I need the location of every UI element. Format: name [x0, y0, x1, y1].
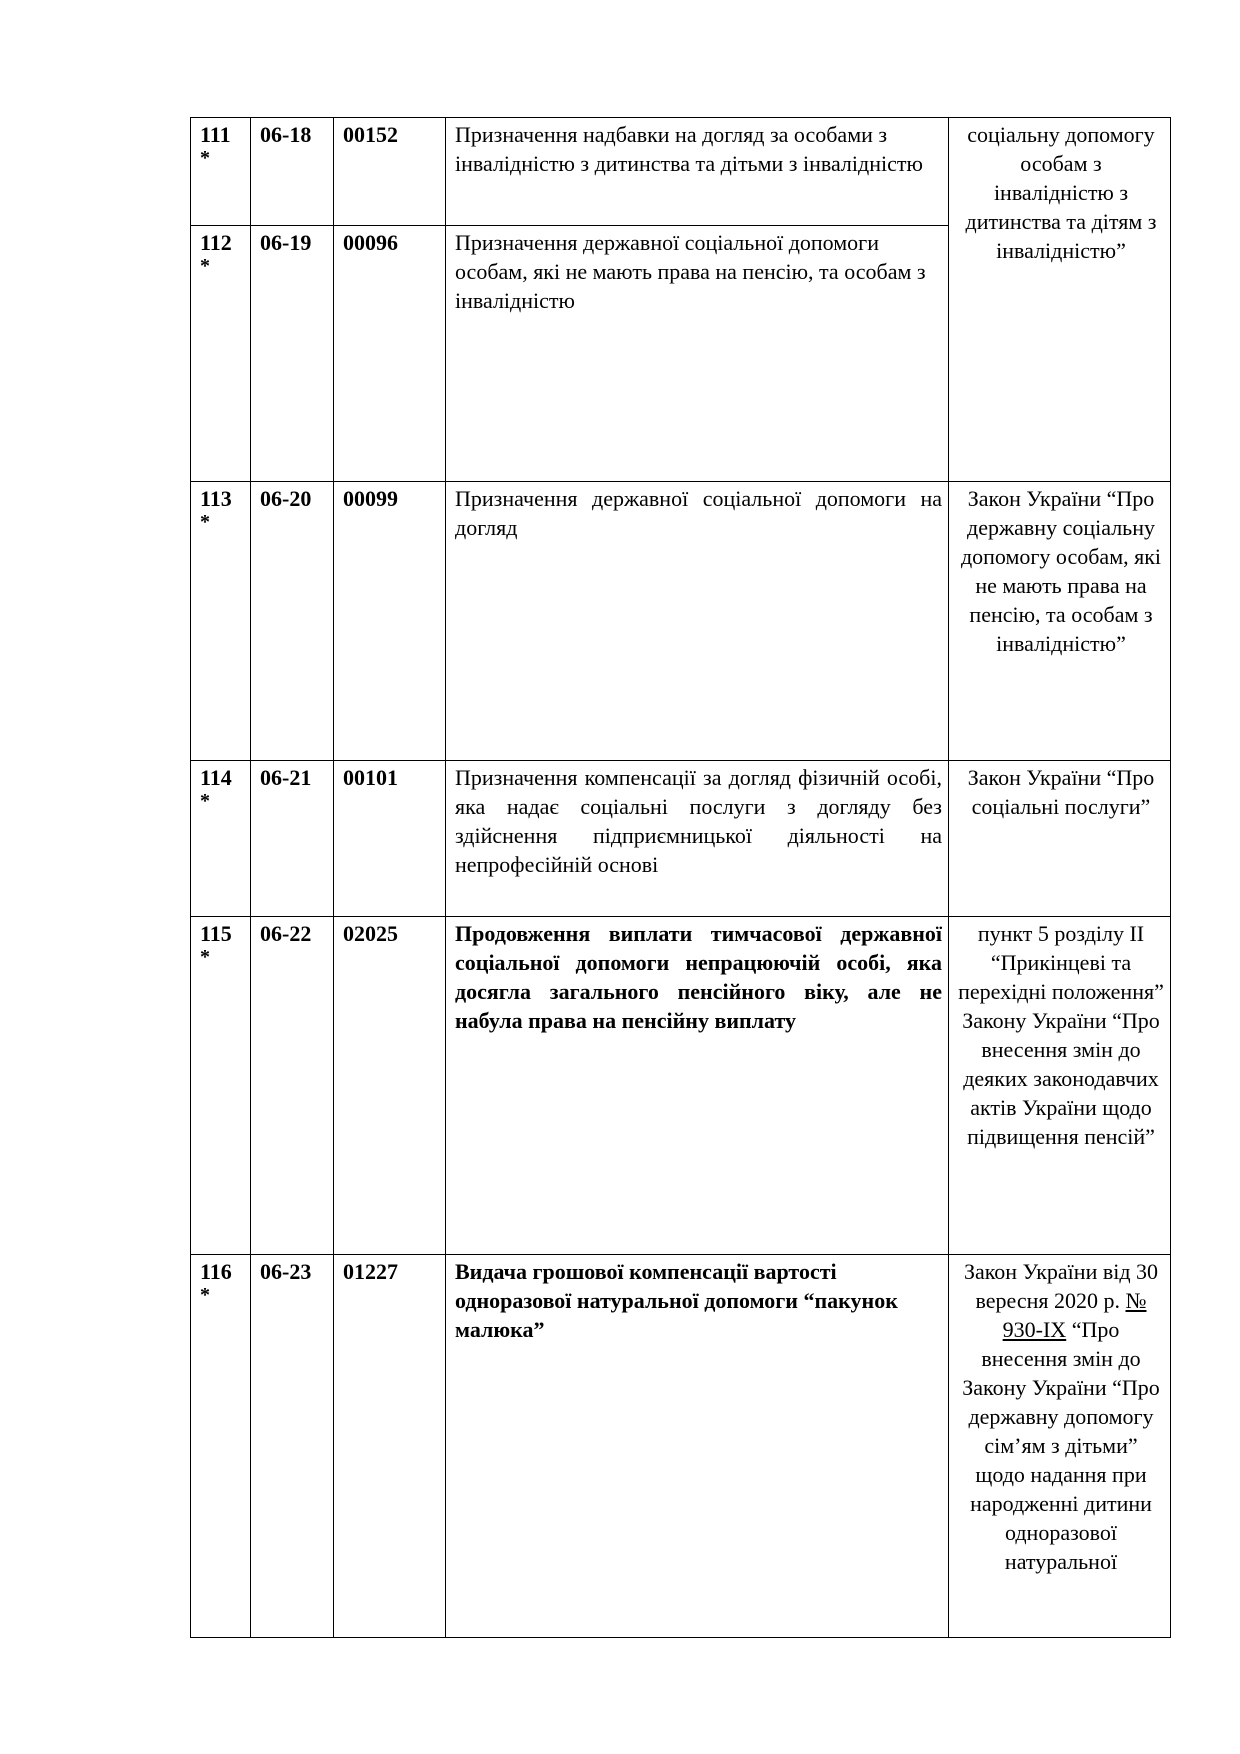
table-row — [191, 917, 1171, 1255]
service-code: 06-23 — [251, 1255, 334, 1638]
row-number: 114 * — [191, 761, 251, 917]
table-row — [191, 118, 1171, 226]
legal-basis: Закон України “Про державну соціальну допомогу особам, які не мають права на пенсію, та особам з інвалідністю” — [949, 482, 1171, 761]
service-name: Призначення державної соціальної допомоги на догляд — [446, 482, 949, 761]
registry-code: 02025 — [334, 917, 446, 1255]
row-number: 116 * — [191, 1255, 251, 1638]
service-name: Продовження виплати тимчасової державної соціальної допомоги непрацюючій особі, яка досягла загального пенсійного віку, але не набула права на пенсійну виплату — [446, 917, 949, 1255]
service-code: 06-21 — [251, 761, 334, 917]
table-row — [191, 1255, 1171, 1638]
services-table — [190, 117, 1171, 1638]
service-code: 06-22 — [251, 917, 334, 1255]
registry-code: 00152 — [334, 118, 446, 226]
registry-code: 00099 — [334, 482, 446, 761]
service-code: 06-20 — [251, 482, 334, 761]
service-name: Призначення компенсації за догляд фізичній особі, яка надає соціальні послуги з догляду без здійснення підприємницької діяльності на непрофесійній основі — [446, 761, 949, 917]
row-number: 112 * — [191, 226, 251, 482]
legal-basis: Закон України “Про соціальні послуги” — [949, 761, 1171, 917]
legal-basis: Закон України від 30 вересня 2020 р. № 930-IX “Про внесення змін до Закону України “Про державну допомогу сім’ям з дітьми” щодо надання при народженні дитини одноразової натуральної — [949, 1255, 1171, 1638]
service-name: Видача грошової компенсації вартості одноразової натуральної допомоги “пакунок малюка” — [446, 1255, 949, 1638]
registry-code: 00096 — [334, 226, 446, 482]
law-number-link[interactable]: № 930-IX — [1002, 1288, 1147, 1342]
table-row — [191, 482, 1171, 761]
service-code: 06-18 — [251, 118, 334, 226]
row-number: 115 * — [191, 917, 251, 1255]
registry-code: 01227 — [334, 1255, 446, 1638]
service-code: 06-19 — [251, 226, 334, 482]
row-number: 111 * — [191, 118, 251, 226]
service-name: Призначення надбавки на догляд за особами з інвалідністю з дитинства та дітьми з інвалідністю — [446, 118, 949, 226]
registry-code: 00101 — [334, 761, 446, 917]
row-number: 113 * — [191, 482, 251, 761]
legal-basis: соціальну допомогу особам з інвалідністю з дитинства та дітям з інвалідністю” — [949, 118, 1171, 482]
table-row — [191, 761, 1171, 917]
legal-basis: пункт 5 розділу II “Прикінцеві та перехідні положення” Закону України “Про внесення змін до деяких законодавчих актів України щодо підвищення пенсій” — [949, 917, 1171, 1255]
service-name: Призначення державної соціальної допомоги особам, які не мають права на пенсію, та особам з інвалідністю — [446, 226, 949, 482]
